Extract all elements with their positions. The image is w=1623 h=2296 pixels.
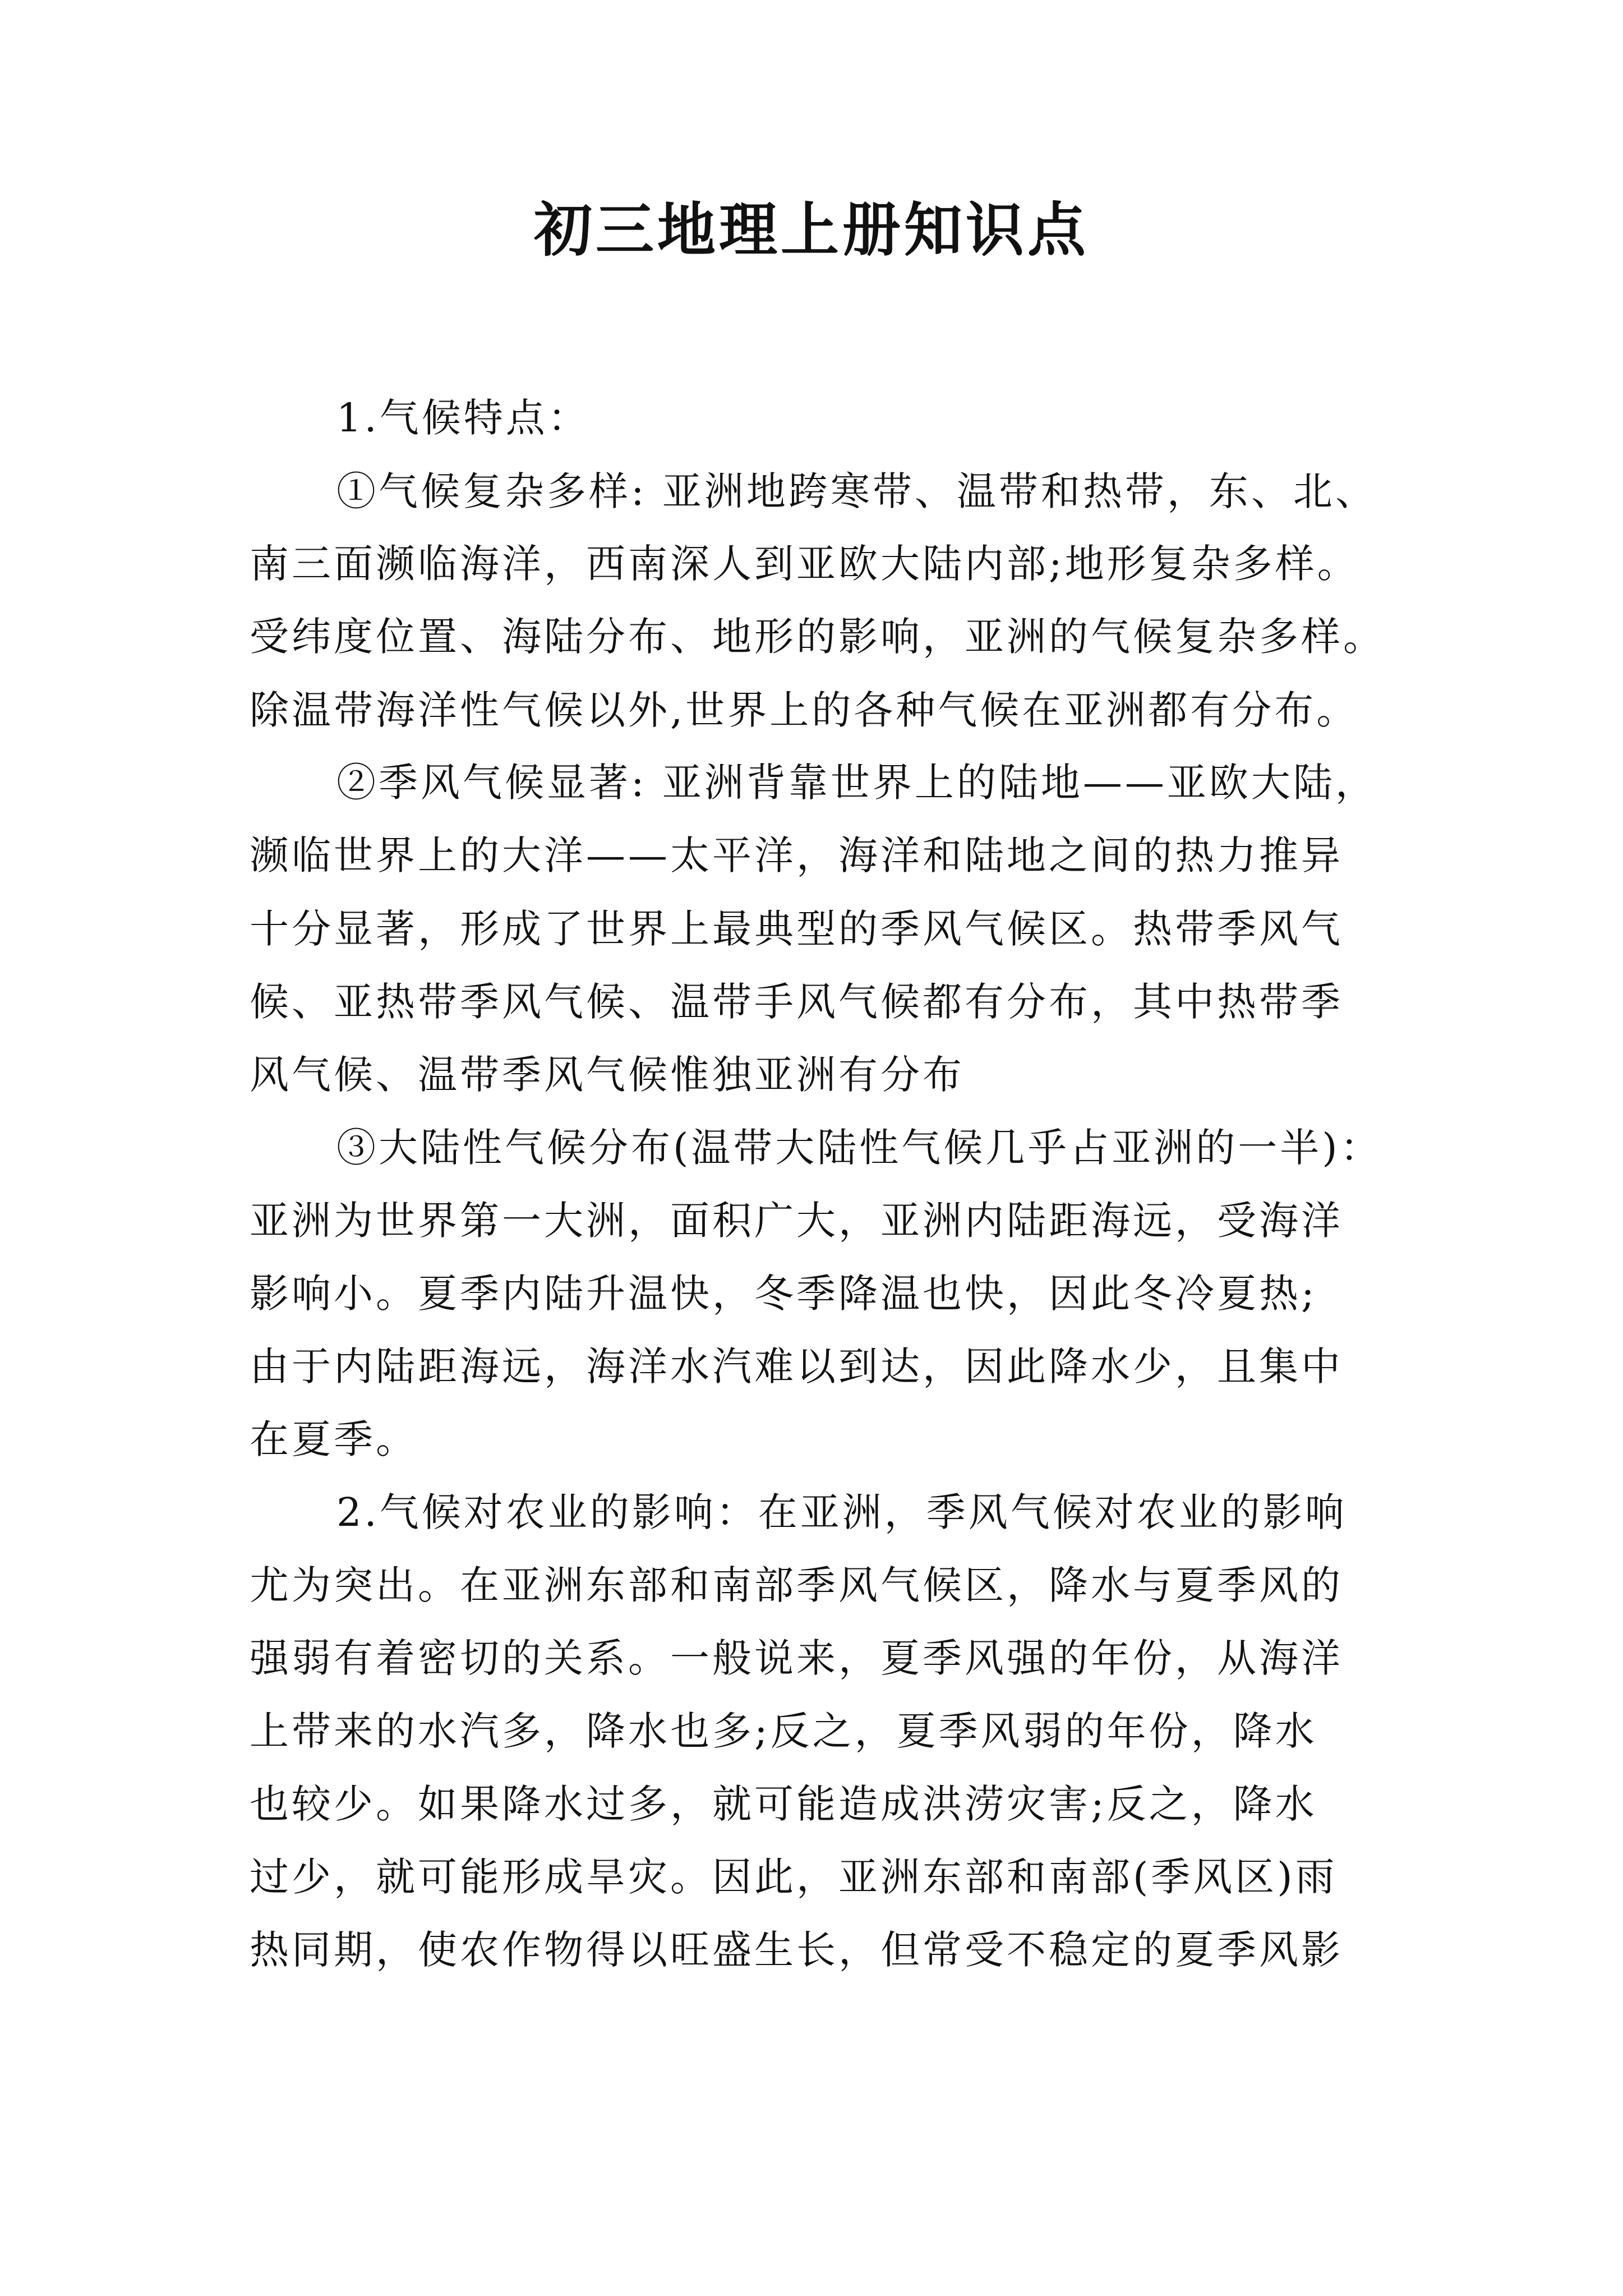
text-line: 十分显著，形成了世界上最典型的季风气候区。热带季风气 bbox=[250, 906, 1343, 952]
text-line: 候、亚热带季风气候、温带手风气候都有分布，其中热带季 bbox=[250, 979, 1343, 1025]
text-line: 在夏季。 bbox=[250, 1416, 418, 1462]
text-line: 亚洲为世界第一大洲，面积广大，亚洲内陆距海远，受海洋 bbox=[250, 1198, 1343, 1244]
text-line: 南三面濒临海洋，西南深人到亚欧大陆内部;地形复杂多样。 bbox=[250, 541, 1359, 587]
text-line: 受纬度位置、海陆分布、地形的影响，亚洲的气候复杂多样。 bbox=[250, 614, 1385, 660]
text-line: 2.气候对农业的影响：在亚洲，季风气候对农业的影响 bbox=[336, 1489, 1347, 1535]
text-line: 强弱有着密切的关系。一般说来，夏季风强的年份，从海洋 bbox=[250, 1635, 1343, 1681]
text-line: 过少，就可能形成旱灾。因此，亚洲东部和南部(季风区)雨 bbox=[250, 1854, 1338, 1900]
text-line: ③大陆性气候分布(温带大陆性气候几乎占亚洲的一半)： bbox=[336, 1125, 1382, 1171]
text-line: ①气候复杂多样: 亚洲地跨寒带、温带和热带，东、北、 bbox=[336, 468, 1377, 514]
text-line: 尤为突出。在亚洲东部和南部季风气候区，降水与夏季风的 bbox=[250, 1562, 1343, 1608]
text-line: ②季风气候显著: 亚洲背靠世界上的陆地——亚欧大陆， bbox=[336, 760, 1377, 806]
text-line: 除温带海洋性气候以外,世界上的各种气候在亚洲都有分布。 bbox=[250, 687, 1359, 733]
text-line: 也较少。如果降水过多，就可能造成洪涝灾害;反之，降水 bbox=[250, 1781, 1317, 1827]
text-line: 影响小。夏季内陆升温快，冬季降温也快，因此冬冷夏热; bbox=[250, 1271, 1317, 1317]
text-line: 由于内陆距海远，海洋水汽难以到达，因此降水少，且集中 bbox=[250, 1343, 1343, 1389]
text-line: 风气候、温带季风气候惟独亚洲有分布 bbox=[250, 1052, 965, 1098]
text-line: 上带来的水汽多，降水也多;反之，夏季风弱的年份，降水 bbox=[250, 1708, 1317, 1754]
text-line: 濒临世界上的大洋——太平洋，海洋和陆地之间的热力推异 bbox=[250, 832, 1343, 878]
document-title: 初三地理上册知识点 bbox=[533, 195, 1089, 264]
text-line: 热同期，使农作物得以旺盛生长，但常受不稳定的夏季风影 bbox=[250, 1927, 1343, 1973]
text-line: 1.气候特点： bbox=[336, 395, 590, 441]
